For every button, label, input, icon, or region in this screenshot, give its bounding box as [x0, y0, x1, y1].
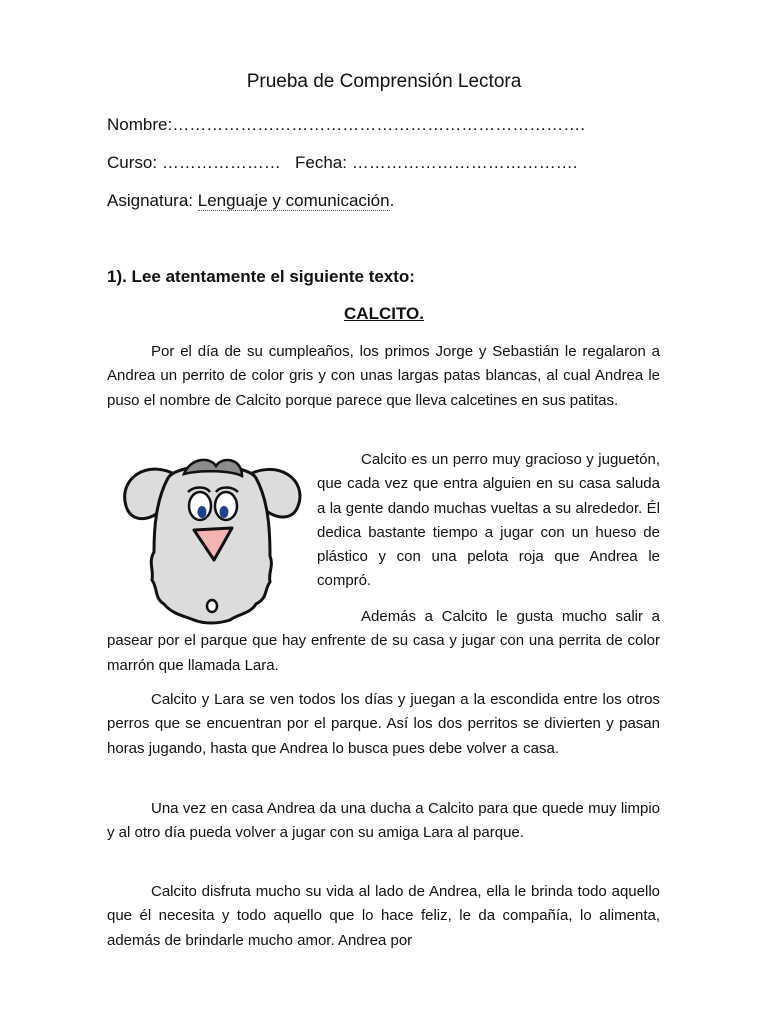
dog-illustration: [118, 448, 308, 628]
dog-right-pupil: [220, 506, 229, 518]
story-paragraph-3: Además a Calcito le gusta mucho salir a pasear por el parque que hay enfrente de su casa y jugar con una perrita de color marrón que llamada Lara.: [107, 608, 660, 674]
subject-label: Asignatura:: [107, 191, 193, 210]
course-blank: …………………: [161, 153, 281, 172]
instruction-heading: 1). Lee atentamente el siguiente texto:: [107, 267, 415, 286]
story-paragraph-5: Una vez en casa Andrea da una ducha a Calcito para que quede muy limpio y al otro día pueda volver a jugar con su amiga Lara al parque.: [107, 800, 660, 842]
name-label: Nombre:: [107, 115, 173, 134]
dog-left-pupil: [198, 506, 207, 518]
story-paragraph-6: Calcito disfruta mucho su vida al lado de Andrea, ella le brinda todo aquello que él necesita y todo aquello que lo hace feliz, le da compañía, lo alimenta, además de brindarle mucho amor. Andrea por: [107, 883, 660, 949]
story-paragraph-4: Calcito y Lara se ven todos los días y juegan a la escondida entre los otros perros que se encuentran por el parque. Así los dos perritos se divierten y pasan horas jugando, hasta que Andrea lo busca pues debe volver a casa.: [107, 691, 660, 757]
story-paragraph-2: Calcito es un perro muy gracioso y juguetón, que cada vez que entra alguien en su casa saluda a la gente dando muchas vueltas a su alrededor. Él dedica bastante tiempo a jugar con un hueso de plástico y con una pelota roja que Andrea le compró.: [317, 451, 660, 590]
subject-value: Lenguaje y comunicación: [197, 191, 390, 210]
subject-period: .: [389, 191, 395, 210]
name-field-line: [107, 114, 585, 136]
subject-line: [107, 190, 394, 212]
course-date-line: [107, 152, 577, 174]
date-blank: ………………………………….: [351, 153, 578, 172]
story-paragraph-1: Por el día de su cumpleaños, los primos Jorge y Sebastián le regalaron a Andrea un perrito de color gris y con unas largas patas blancas, al cual Andrea le puso el nombre de Calcito porque parece que lleva calcetines en sus patitas.: [107, 343, 660, 409]
page-title: Prueba de Comprensión Lectora: [246, 71, 522, 92]
date-label: Fecha:: [294, 153, 347, 172]
story-title: CALCITO.: [344, 304, 424, 323]
course-label: Curso:: [107, 153, 158, 172]
name-blank: ……………………………………………………………….: [172, 115, 585, 134]
